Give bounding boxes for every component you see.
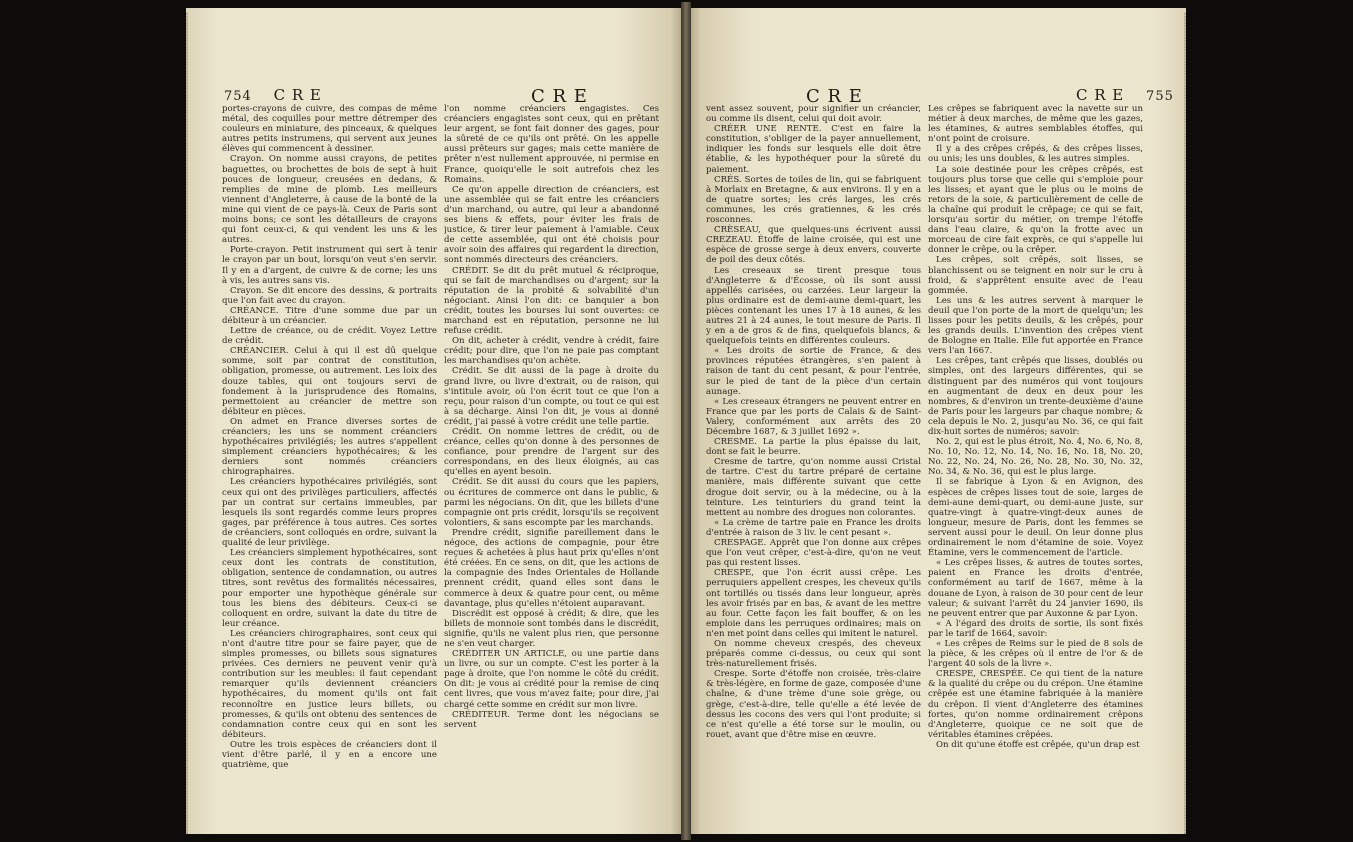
paragraph: La soie destinée pour les crêpes crêpés, est toujours plus torse que celle qui s'emploie pour les lisses; et ayant que le plus ou le moins de retors de la soie, & particulièrement de celle de la chaîne qui produit le crêpage; ce qui se fait, lorsqu'au sortir du métier, on trempe l'étoffe dans l'eau claire, & qu'on la frotte avec un morceau de cire fait exprès, ce qui s'appelle lui donner le crêpe, ou la crêper. [928,164,1143,256]
book-gutter [681,2,691,840]
paragraph: Les crêpes se fabriquent avec la navette sur un métier à deux marches, de même que les gazes, les étamines, & autres semblables étoffes, qui n'ont point de croisure. [928,104,1143,145]
paragraph: CRÉER UNE RENTE. C'est en faire la constitution, s'obliger de la payer annuellement, indiquer les fonds sur lesquels elle doit être établie, & les hypothéquer pour la sûreté du paiement. [706,124,921,175]
paragraph: Les créanciers simplement hypothécaires, sont ceux dont les contrats de constitution, obligation, sentence de condamnation, ou autres titres, sont revêtus des formalités nécessaires, pour emporter une hypothèque générale sur tous les biens des débiteurs. Ceux-ci se colloquent en ordre, suivant la date du titre de leur créance. [222,548,437,629]
paragraph: CRESPE, CRESPÉE. Ce qui tient de la nature & la qualité du crêpe ou du crépon. Une étamine crêpée est une étamine fabriquée à la manière du crêpon. Il vient d'Angleterre des étamines fortes, qu'on nomme ordinairement crêpons d'Angleterre, quoique ce ne soit que de véritables étamines crêpées. [928,669,1143,740]
paragraph: On admet en France diverses sortes de créanciers; les uns se nomment créanciers hypothécaires privilégiés; les autres s'appellent simplement créanciers hypothécaires; & les derniers sont nommés créanciers chirographaires. [222,416,437,478]
right-page-header [1076,86,1174,104]
paragraph: CRESME. La partie la plus épaisse du lait, dont se fait le beurre. [706,437,921,458]
paragraph: Crespe. Sorte d'étoffe non croisée, très-claire & très-légère, en forme de gaze, composée d'une chaîne, & d'une trème d'une soie grège, ou grège, c'est-à-dire, telle qu'elle a été levée de dessus les cocons des vers qui l'ont produite; si ce n'est qu'elle a été torse sur le moulin, ou rouet, avant que d'être mise en œuvre. [706,669,921,740]
paragraph: Les créanciers hypothécaires privilégiés, sont ceux qui ont des privilèges particuliers, affectés par un contrat sur certains immeubles, par lesquels ils sont regardés comme leurs propres gages, par préférence à tous autres. Ces sortes de créanciers, sont colloqués en ordre, suivant la qualité de leur privilège. [222,477,437,549]
paragraph: CRÉANCIER. Celui à qui il est dû quelque somme, soit par contrat de constitution, obligation, promesse, ou autrement. Les loix des douze tables, qui ont toujours servi de fondement à la jurisprudence des Romains, permettoient au créancier de mettre son débiteur en pièces. [222,346,437,417]
paragraph: On nomme cheveux crespés, des cheveux préparés comme ci-dessus, ou ceux qui sont très-naturellement frisés. [706,638,921,670]
paragraph: vent assez souvent, pour signifier un créancier, ou comme ils disent, celui qui doit avoir. [706,104,921,125]
paragraph: No. 2, qui est le plus étroit, No. 4, No. 6, No. 8, No. 10, No. 12, No. 14, No. 16, No. 18, No. 20, No. 22, No. 24, No. 26, No. 28, No. 30, No. 32, No. 34, & No. 36, qui est le plus large. [928,437,1143,478]
paragraph: Crédit. Se dit aussi du cours que les papiers, ou écritures de commerce ont dans le public, & parmi les négocians. On dit, que les billets d'une compagnie ont pris crédit, lorsqu'ils se reçoivent volontiers, & sans escompte par les marchands. [444,477,659,528]
left-page-header [224,86,322,104]
paragraph: Prendre crédit, signifie pareillement dans le négoce, des actions de compagnie, pour être reçues & achetées à plus haut prix qu'elles n'ont été créées. En ce sens, on dit, que les actions de la compagnie des Indes Orientales de Hollande prennent crédit, quand elles sont dans le commerce à deux & quatre pour cent, ou même davantage, plus qu'elles n'étoient auparavant. [444,527,659,609]
paragraph: CRÉS. Sortes de toiles de lin, qui se fabriquent à Morlaix en Bretagne, & aux environs. Il y en a de quatre sortes; les crés larges, les crés communes, les crés gratiennes, & les crés rosconnes. [706,174,921,226]
page-edges-left [186,12,188,834]
book-spread [186,2,1186,840]
paragraph: « A l'égard des droits de sortie, ils sont fixés par le tarif de 1664, savoir: [928,618,1143,639]
paragraph: Les uns & les autres servent à marquer le deuil que l'on porte de la mort de quelqu'un; les lisses pour les petits deuils, & les crêpés, pour les grands deuils. L'invention des crêpes vient de Bologne en Italie. Elle fut apportée en France vers l'an 1667. [928,295,1143,357]
left-page [186,8,686,834]
page-edges-right [1184,12,1186,834]
paragraph: On dit qu'une étoffe est crêpée, qu'un drap est [936,739,1140,750]
paragraph: Ce qu'on appelle direction de créanciers, est une assemblée qui se fait entre les créanciers d'un marchand, ou autre, qui leur a abandonné ses biens & effets, pour éviter les frais de justice, & tirer leur paiement à l'amiable. Ceux de cette assemblée, qui ont été choisis pour avoir soin des affaires qui regardent la direction, sont nommés directeurs des créanciers. [444,184,659,266]
paragraph: Porte-crayon. Petit instrument qui sert à tenir le crayon par un bout, lorsqu'on veut s'en servir. Il y en a d'argent, de cuivre & de corne; les uns à vis, les autres sans vis. [222,245,437,286]
paragraph: CRÉDITEUR. Terme dont les négocians se servent [444,709,659,730]
paragraph: On dit, acheter à crédit, vendre à crédit, faire crédit; pour dire, que l'on ne paie pas comptant les marchandises qu'on achète. [444,336,659,367]
paragraph: portes-crayons de cuivre, des compas de même métal, des coquilles pour mettre détremper des couleurs en miniature, des pinceaux, & quelques autres petits instrumens, qui servent aux jeunes élèves qui commencent à dessiner. [222,104,437,155]
right-column-1 [706,104,921,824]
paragraph: CRESPAGE. Apprêt que l'on donne aux crêpes que l'on veut crêper, c'est-à-dire, qu'on ne veut pas qui restent lisses. [706,538,921,569]
paragraph: « Les crêpes de Reims sur le pied de 8 sols de la pièce, & les crêpes où il entre de l'or & de l'argent 40 sols de la livre ». [928,638,1143,670]
paragraph: Crédit. Se dit aussi de la page à droite du grand livre, ou livre d'extrait, ou de raison, qui s'intitule avoir, où l'on écrit tout ce que l'on a reçu, pour raison d'un compte, ou tout ce qui est à sa décharge. Ainsi l'on dit, je vous ai donné crédit, j'ai passé à votre crédit une telle partie. [444,366,659,427]
paragraph: CRÈSEAU, que quelques-uns écrivent aussi CREZEAU. Étoffe de laine croisée, qui est une espèce de grosse serge à deux envers, couverte de poil des deux côtés. [706,225,921,266]
paragraph: Crédit. On nomme lettres de crédit, ou de créance, celles qu'on donne à des personnes de confiance, pour prendre de l'argent sur des correspondans, en des lieux éloignés, au cas qu'elles en ayent besoin. [444,427,659,478]
left-header-center: C R E [531,86,588,107]
paragraph: Les créanciers chirographaires, sont ceux qui n'ont d'autre titre pour se faire payer, que de simples promesses, ou billets sous signatures privées. Ces derniers ne peuvent venir qu'à contribution sur les meubles: il faut cependant remarquer qu'ils deviennent créanciers hypothécaires, du moment qu'ils ont fait reconnoître en justice leurs billets, ou promesses, & qu'ils ont obtenu des sentences de condamnation contre ceux qui en sont les débiteurs. [222,628,437,740]
paragraph: Outre les trois espèces de créanciers dont il vient d'être parlé, il y en a encore une quatrième, que [222,739,437,771]
left-column-2 [444,104,659,824]
paragraph: CRÉDIT. Se dit du prêt mutuel & réciproque, qui se fait de marchandises ou d'argent; sur la réputation de la probité & solvabilité d'un négociant. Ainsi l'on dit: ce banquier a bon crédit, toutes les bourses lui sont ouvertes: ce marchand est en réputation, personne ne lui refuse crédit. [444,265,659,337]
right-page [686,8,1186,834]
paragraph: Les crêpes, tant crêpés que lisses, doublés ou simples, ont des largeurs différentes, qui se distinguent par des numéros qui vont toujours en augmentant de deux en deux pour les nombres, & d'environ un trente-deuxième d'aune de Paris pour les largeurs par chaque nombre; & cela depuis le No. 2, jusqu'au No. 36, ce qui fait dix-huit sortes de numéros; savoir: [928,356,1143,437]
paragraph: Crayon. Se dit encore des dessins, & portraits que l'on fait avec du crayon. [222,285,437,306]
paragraph: Cresme de tartre, qu'on nomme aussi Cristal de tartre. C'est du tartre préparé de certaine manière, mais différente suivant que cette drogue doit servir, ou à la médecine, ou à la teinture. Les teinturiers du grand teint la mettent au nombre des drogues non colorantes. [706,457,921,518]
paragraph: « Les crêpes lisses, & autres de toutes sortes, paient en France les droits d'entrée, conformément au tarif de 1667, même à la douane de Lyon, à raison de 30 pour cent de leur valeur; & suivant l'arrêt du 24 janvier 1690, ils ne peuvent entrer que par Auxonne & par Lyon. [928,558,1143,619]
paragraph: « La crème de tartre paie en France les droits d'entrée à raison de 3 liv. le cent pesant ». [706,517,921,538]
right-column-2 [928,104,1143,824]
paragraph: Il y a des crêpes crêpés, & des crêpes lisses, ou unis; les uns doubles, & les autres simples. [928,144,1143,165]
left-column-1 [222,104,437,824]
paragraph: Les crêpes, soit crêpés, soit lisses, se blanchissent ou se teignent en noir sur le cru à froid, & s'apprêtent ensuite avec de l'eau gommée. [928,255,1143,296]
paragraph: l'on nomme créanciers engagistes. Ces créanciers engagistes sont ceux, qui en prêtant leur argent, se font fait donner des gages, pour la sûreté de ce qu'ils ont prêté. On les appelle aussi prêteurs sur gages; mais cette manière de prêter n'est nullement approuvée, ni permise en France, quoiqu'elle le soit autrefois chez les Romains. [444,104,659,185]
paragraph: Il se fabrique à Lyon & en Avignon, des espèces de crêpes lisses tout de soie, larges de demi-aune demi-quart, ou demi-aune juste, sur quatre-vingt à quatre-vingt-deux aunes de longueur, mesure de Paris, dont les femmes se servent aussi pour le deuil. On leur donne plus ordinairement le nom d'étamine de soie. Voyez Étamine, vers le commencement de l'article. [928,477,1143,559]
paragraph: « Les droits de sortie de France, & des provinces réputées étrangères, s'en paient à raison de tant du cent pesant, & pour l'entrée, sur le pied de tant de la pièce d'un certain aunage. [706,346,921,397]
right-page-number: 755 [1146,89,1174,104]
paragraph: Lettre de créance, ou de crédit. Voyez Lettre de crédit. [222,326,437,347]
right-running-head: C R E [1076,86,1125,104]
paragraph: « Les creseaux étrangers ne peuvent entrer en France que par les ports de Calais & de Saint-Valery, conformément aux arrêts des 20 Décembre 1687, & 3 juillet 1692 ». [706,396,921,437]
paragraph: Crayon. On nomme aussi crayons, de petites baguettes, ou brochettes de bois de sept à huit pouces de longueur, creusées en dedans, & remplies de mine de plomb. Les meilleurs viennent d'Angleterre, à cause de la bonté de la mine qui vient de ce pays-là. Ceux de Paris sont moins bons; ce sont les détailleurs de crayons qui font ceux-ci, & qui vendent les uns & les autres. [222,154,437,246]
left-running-head: C R E [273,86,322,104]
paragraph: Les creseaux se tirent presque tous d'Angleterre & d'Écosse, où ils sont aussi appellés carisées, ou carzées. Leur largeur la plus ordinaire est de demi-aune demi-quart, les pièces contenant les unes 17 à 18 aunes, & les autres 21 à 24 aunes, le tout mesure de Paris. Il y en a de gros & de fins, quelquefois blancs, & quelquefois teints en différentes couleurs. [706,265,921,347]
paragraph: CRESPE, que l'on écrit aussi crêpe. Les perruquiers appellent crespes, les cheveux qu'ils ont tortillés ou tissés dans leur longueur, après les avoir frisés par en bas, & avant de les mettre au four. Cette façon les fait bouffer, & on les emploie dans les perruques ordinaires; mais on n'en met point dans celles qui imitent le naturel. [706,568,921,639]
right-header-center: C R E [806,86,863,107]
left-page-number: 754 [224,89,252,104]
paragraph: Discrédit est opposé à crédit; & dire, que les billets de monnoie sont tombés dans le discrédit, signifie, qu'ils ne valent plus rien, que personne ne s'en veut charger. [444,608,659,649]
paragraph: CRÉANCE. Titre d'une somme due par un débiteur à un créancier. [222,305,437,326]
paragraph: CRÉDITER UN ARTICLE, ou une partie dans un livre, ou sur un compte. C'est les porter à la page à droite, que l'on nomme le côté du crédit. On dit: je vous ai crédité pour la remise de cinq cent livres, que vous m'avez faite; pour dire, j'ai chargé cette somme en crédit sur mon livre. [444,649,659,710]
